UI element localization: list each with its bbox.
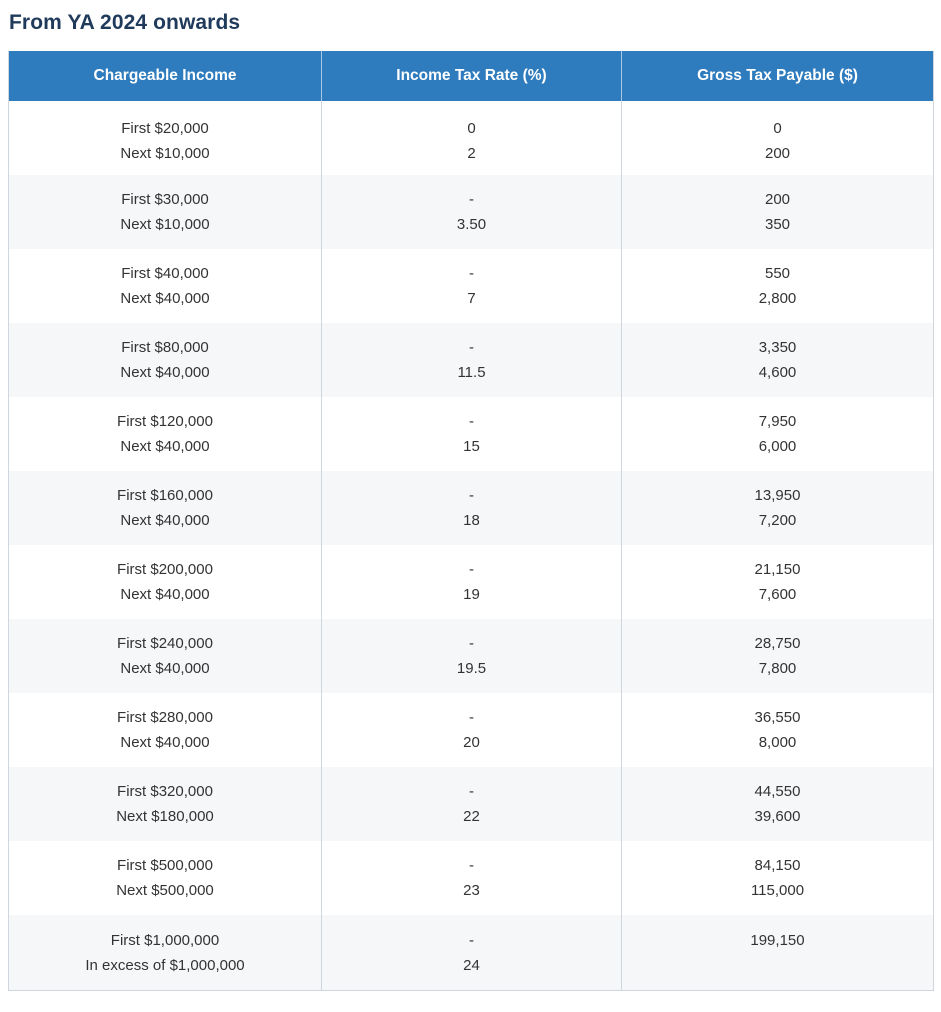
cell-line: 3.50 bbox=[456, 216, 487, 233]
cell-line: Next $500,000 bbox=[116, 882, 214, 899]
table-row bbox=[9, 323, 934, 397]
table-row bbox=[9, 545, 934, 619]
cell-line: 7 bbox=[467, 290, 476, 307]
cell-line: Next $40,000 bbox=[120, 660, 210, 677]
cell-line: First $500,000 bbox=[117, 857, 213, 874]
chargeable-income-cell bbox=[9, 915, 322, 991]
gross-tax-payable-cell bbox=[622, 471, 934, 545]
cell-line: 2 bbox=[467, 145, 476, 160]
gross-tax-payable-cell bbox=[622, 397, 934, 471]
cell-line: - bbox=[469, 413, 474, 430]
gross-tax-payable-cell bbox=[622, 101, 934, 175]
table-row bbox=[9, 397, 934, 471]
gross-tax-payable-cell bbox=[622, 545, 934, 619]
chargeable-income-cell bbox=[9, 249, 322, 323]
income-tax-rate-cell bbox=[322, 693, 622, 767]
chargeable-income-cell bbox=[9, 693, 322, 767]
header-chargeable-income: Chargeable Income bbox=[9, 51, 322, 101]
cell-line: Next $10,000 bbox=[120, 216, 210, 233]
chargeable-income-cell bbox=[9, 767, 322, 841]
chargeable-income-cell bbox=[9, 101, 322, 175]
cell-line: First $1,000,000 bbox=[110, 931, 220, 949]
gross-tax-payable-cell bbox=[622, 175, 934, 249]
cell-line: 13,950 bbox=[754, 487, 801, 504]
cell-line: 0 bbox=[467, 120, 476, 137]
chargeable-income-cell bbox=[9, 397, 322, 471]
cell-line: 21,150 bbox=[754, 561, 801, 578]
gross-tax-payable-cell bbox=[622, 249, 934, 323]
cell-line: 22 bbox=[463, 808, 480, 825]
table-row bbox=[9, 619, 934, 693]
cell-line: - bbox=[469, 339, 474, 356]
cell-line: First $40,000 bbox=[121, 265, 209, 282]
income-tax-rate-cell bbox=[322, 323, 622, 397]
table-row bbox=[9, 693, 934, 767]
income-tax-rate-cell bbox=[322, 101, 622, 175]
income-tax-rate-cell bbox=[322, 545, 622, 619]
cell-line: - bbox=[469, 635, 474, 652]
cell-line: 0 bbox=[773, 120, 782, 137]
table-row bbox=[9, 101, 934, 175]
header-income-tax-rate: Income Tax Rate (%) bbox=[322, 51, 622, 101]
cell-line: Next $40,000 bbox=[120, 364, 210, 381]
cell-line: 18 bbox=[463, 512, 480, 529]
income-tax-rate-cell bbox=[322, 841, 622, 915]
cell-line: 39,600 bbox=[754, 808, 801, 825]
cell-line: 7,800 bbox=[758, 660, 797, 677]
gross-tax-payable-cell bbox=[622, 619, 934, 693]
cell-line: - bbox=[469, 709, 474, 726]
cell-line: Next $40,000 bbox=[120, 512, 210, 529]
chargeable-income-cell bbox=[9, 175, 322, 249]
cell-line: 7,950 bbox=[758, 413, 797, 430]
chargeable-income-cell bbox=[9, 471, 322, 545]
cell-line: First $120,000 bbox=[117, 413, 213, 430]
cell-line: - bbox=[469, 561, 474, 578]
cell-line: 28,750 bbox=[754, 635, 801, 652]
cell-line: First $240,000 bbox=[117, 635, 213, 652]
table-row bbox=[9, 471, 934, 545]
cell-line bbox=[622, 953, 933, 978]
cell-line: 7,200 bbox=[758, 512, 797, 529]
cell-line: 2,800 bbox=[758, 290, 797, 307]
cell-line: 3,350 bbox=[758, 339, 797, 356]
cell-line: - bbox=[469, 191, 474, 208]
table-row bbox=[9, 175, 934, 249]
cell-line: 15 bbox=[463, 438, 480, 455]
table-header-row bbox=[9, 51, 934, 101]
cell-line: - bbox=[469, 265, 474, 282]
cell-line: 199,150 bbox=[750, 931, 805, 949]
income-tax-rate-cell bbox=[322, 249, 622, 323]
income-tax-rate-cell bbox=[322, 619, 622, 693]
cell-line: First $30,000 bbox=[121, 191, 209, 208]
page-title: From YA 2024 onwards bbox=[9, 11, 241, 34]
cell-line: Next $180,000 bbox=[116, 808, 214, 825]
cell-line: Next $40,000 bbox=[120, 438, 210, 455]
cell-line: 19 bbox=[463, 586, 480, 603]
income-tax-rate-cell bbox=[322, 767, 622, 841]
cell-line: First $20,000 bbox=[121, 120, 209, 137]
cell-line: First $160,000 bbox=[117, 487, 213, 504]
gross-tax-payable-cell bbox=[622, 323, 934, 397]
income-tax-rate-cell bbox=[322, 397, 622, 471]
cell-line: 200 bbox=[764, 191, 791, 208]
chargeable-income-cell bbox=[9, 841, 322, 915]
cell-line: 7,600 bbox=[758, 586, 797, 603]
table-row bbox=[9, 249, 934, 323]
income-tax-rate-cell bbox=[322, 471, 622, 545]
header-gross-tax-payable: Gross Tax Payable ($) bbox=[622, 51, 934, 101]
cell-line: 44,550 bbox=[754, 783, 801, 800]
cell-line: 350 bbox=[764, 216, 791, 233]
cell-line: 550 bbox=[764, 265, 791, 282]
cell-line: - bbox=[469, 487, 474, 504]
cell-line: First $320,000 bbox=[117, 783, 213, 800]
cell-line: First $280,000 bbox=[117, 709, 213, 726]
income-tax-rate-cell bbox=[322, 175, 622, 249]
table-row bbox=[9, 915, 934, 991]
cell-line: Next $40,000 bbox=[120, 586, 210, 603]
table-row bbox=[9, 767, 934, 841]
cell-line: 8,000 bbox=[758, 734, 797, 751]
cell-line: First $80,000 bbox=[121, 339, 209, 356]
cell-line: 115,000 bbox=[750, 882, 805, 899]
gross-tax-payable-cell bbox=[622, 915, 934, 991]
chargeable-income-cell bbox=[9, 323, 322, 397]
cell-line: 4,600 bbox=[758, 364, 797, 381]
cell-line: Next $10,000 bbox=[120, 145, 210, 160]
cell-line: 200 bbox=[764, 145, 791, 160]
cell-line: - bbox=[469, 783, 474, 800]
chargeable-income-cell bbox=[9, 545, 322, 619]
cell-line: Next $40,000 bbox=[120, 734, 210, 751]
cell-line: 6,000 bbox=[758, 438, 797, 455]
cell-line: 36,550 bbox=[754, 709, 801, 726]
cell-line: First $200,000 bbox=[117, 561, 213, 578]
cell-line: 23 bbox=[463, 882, 480, 899]
chargeable-income-cell bbox=[9, 619, 322, 693]
cell-line: - bbox=[469, 857, 474, 874]
cell-line: - bbox=[469, 931, 474, 949]
income-tax-rates-table bbox=[8, 51, 934, 991]
gross-tax-payable-cell bbox=[622, 841, 934, 915]
cell-line: 11.5 bbox=[457, 364, 486, 381]
cell-line: Next $40,000 bbox=[120, 290, 210, 307]
gross-tax-payable-cell bbox=[622, 767, 934, 841]
cell-line: 20 bbox=[463, 734, 480, 751]
cell-line: 19.5 bbox=[456, 660, 487, 677]
table-body bbox=[9, 101, 934, 991]
cell-line: 84,150 bbox=[754, 857, 801, 874]
gross-tax-payable-cell bbox=[622, 693, 934, 767]
table-row bbox=[9, 841, 934, 915]
cell-line: In excess of $1,000,000 bbox=[85, 956, 245, 974]
income-tax-rate-cell bbox=[322, 915, 622, 991]
cell-line: 24 bbox=[463, 956, 480, 974]
